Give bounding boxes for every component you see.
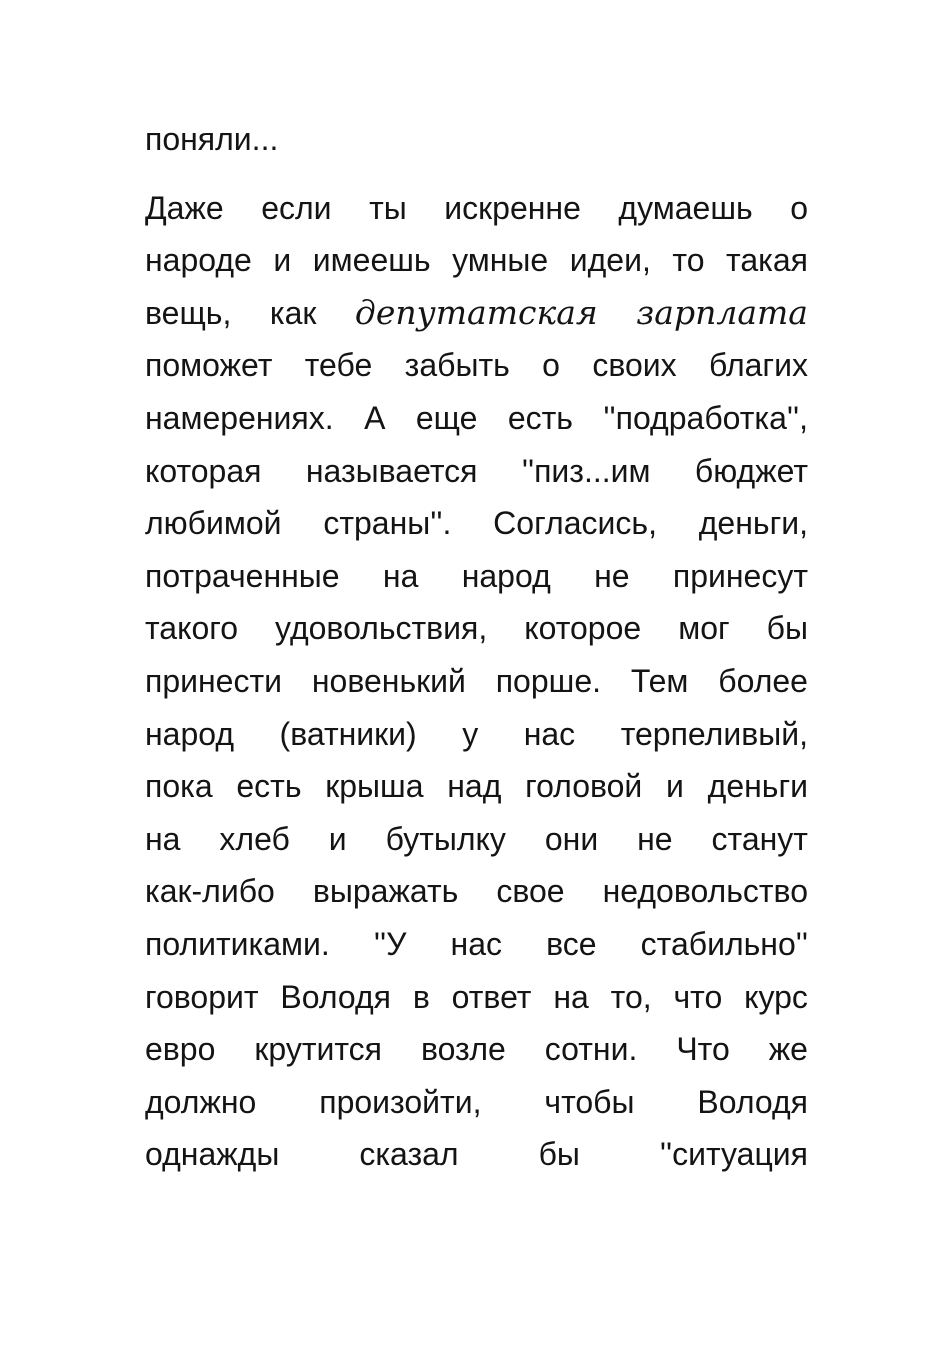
paragraph-2-line-8 xyxy=(145,550,808,603)
word: бутылку xyxy=(385,820,506,857)
word: поможет xyxy=(145,347,273,384)
paragraph-2-line-9 xyxy=(145,602,808,655)
word: есть xyxy=(236,768,302,805)
word: на xyxy=(382,557,419,594)
word: ''подработка'', xyxy=(603,399,808,436)
word: нас xyxy=(523,715,576,752)
word: благих xyxy=(709,347,808,384)
word: тебе xyxy=(304,347,373,384)
word: искренне xyxy=(444,189,581,226)
word: хлеб xyxy=(219,820,290,857)
word: как xyxy=(269,294,317,331)
word: более xyxy=(718,662,808,699)
word: Володя xyxy=(697,1083,808,1120)
word: же xyxy=(768,1031,808,1068)
paragraph-2-line-16 xyxy=(145,971,808,1024)
word: терпеливый, xyxy=(620,715,808,752)
word: народе xyxy=(145,242,252,279)
word: головой xyxy=(525,768,643,805)
word: деньги xyxy=(707,768,808,805)
word: намерениях. xyxy=(145,399,334,436)
word: своих xyxy=(592,347,677,384)
word: они xyxy=(544,820,599,857)
word: идеи, xyxy=(569,242,651,279)
word: деньги, xyxy=(698,505,808,542)
word: свое xyxy=(496,873,565,910)
word: если xyxy=(261,189,332,226)
word: то xyxy=(672,242,705,279)
word: то, xyxy=(610,978,652,1015)
paragraph-2-line-5 xyxy=(145,392,808,445)
word: что xyxy=(673,978,723,1015)
word: курс xyxy=(744,978,808,1015)
word: есть xyxy=(507,399,573,436)
word: и xyxy=(273,242,292,279)
word: сотни. xyxy=(544,1031,638,1068)
word: ''ситуация xyxy=(659,1136,808,1173)
word: и xyxy=(328,820,347,857)
word: над xyxy=(447,768,502,805)
word: и xyxy=(666,768,684,805)
paragraph-1-line-1 xyxy=(145,113,808,166)
paragraph-2-line-1 xyxy=(145,182,808,235)
paragraph-2-line-7 xyxy=(145,497,808,550)
paragraph-2-line-12 xyxy=(145,760,808,813)
italic-word: депутатская xyxy=(354,292,598,332)
word: станут xyxy=(711,820,808,857)
word: стабильно'' xyxy=(640,925,808,962)
word: крыша xyxy=(325,768,424,805)
word: мог xyxy=(678,610,730,647)
word: в xyxy=(412,978,430,1015)
word: у xyxy=(462,715,479,752)
paragraph-2-line-11 xyxy=(145,708,808,761)
word: возле xyxy=(420,1031,506,1068)
paragraph-2-line-4 xyxy=(145,339,808,392)
word: на xyxy=(553,978,589,1015)
paragraph-2-line-14 xyxy=(145,865,808,918)
word: должно xyxy=(145,1083,257,1120)
paragraph-2-line-10 xyxy=(145,655,808,708)
word: умные xyxy=(452,242,549,279)
word: нас xyxy=(450,925,502,962)
word: о xyxy=(542,347,560,384)
word: не xyxy=(637,820,673,857)
word: говорит xyxy=(145,978,259,1015)
word: потраченные xyxy=(145,557,340,594)
word: политиками. xyxy=(145,925,330,962)
word: А xyxy=(364,399,386,436)
word: Тем xyxy=(630,662,689,699)
word: произойти, xyxy=(319,1083,482,1120)
word: принести xyxy=(145,662,282,699)
word: чтобы xyxy=(544,1083,635,1120)
word: (ватники) xyxy=(279,715,417,752)
paragraph-2-line-15 xyxy=(145,918,808,971)
word: думаешь xyxy=(618,189,753,226)
word: еще xyxy=(415,399,478,436)
word: которая xyxy=(145,452,262,489)
word: называется xyxy=(305,452,478,489)
body-text xyxy=(145,113,808,1181)
word: евро xyxy=(145,1031,216,1068)
word: принесут xyxy=(672,557,808,594)
word: Что xyxy=(676,1031,730,1068)
word: такого xyxy=(145,610,239,647)
word: которое xyxy=(524,610,642,647)
paragraph-2-line-17 xyxy=(145,1023,808,1076)
paragraph-gap xyxy=(145,166,808,182)
word: бы xyxy=(766,610,808,647)
word: сказал xyxy=(359,1136,459,1173)
word: на xyxy=(145,820,181,857)
word: порше. xyxy=(495,662,601,699)
word: крутится xyxy=(254,1031,382,1068)
word: не xyxy=(594,557,630,594)
word: бы xyxy=(538,1136,580,1173)
word: однажды xyxy=(145,1136,280,1173)
word: Володя xyxy=(280,978,391,1015)
word: народ xyxy=(145,715,235,752)
word: ''пиз...им xyxy=(521,452,651,489)
word: любимой xyxy=(145,505,282,542)
word: выражать xyxy=(312,873,459,910)
word: ответ xyxy=(451,978,532,1015)
word: новенький xyxy=(311,662,466,699)
paragraph-2-line-3 xyxy=(145,287,808,340)
paragraph-2-line-13 xyxy=(145,813,808,866)
word: народ xyxy=(461,557,551,594)
paragraph-2-line-2 xyxy=(145,234,808,287)
paragraph-2-line-19 xyxy=(145,1128,808,1181)
word: недовольство xyxy=(602,873,808,910)
paragraph-2-line-18 xyxy=(145,1076,808,1129)
word: забыть xyxy=(404,347,510,384)
word: бюджет xyxy=(694,452,808,489)
word: о xyxy=(790,189,808,226)
word: вещь, xyxy=(145,294,232,331)
word: такая xyxy=(726,242,808,279)
word: пока xyxy=(145,768,213,805)
word: удовольствия, xyxy=(275,610,488,647)
word: Согласись, xyxy=(493,505,657,542)
word: все xyxy=(546,925,597,962)
word: Даже xyxy=(145,189,224,226)
italic-word: зарплата xyxy=(636,292,808,332)
word: страны''. xyxy=(323,505,452,542)
paragraph-2-line-6 xyxy=(145,445,808,498)
word: поняли... xyxy=(145,121,279,157)
word: имеешь xyxy=(312,242,431,279)
word: ''У xyxy=(373,925,407,962)
word: как-либо xyxy=(145,873,275,910)
word: ты xyxy=(369,189,407,226)
